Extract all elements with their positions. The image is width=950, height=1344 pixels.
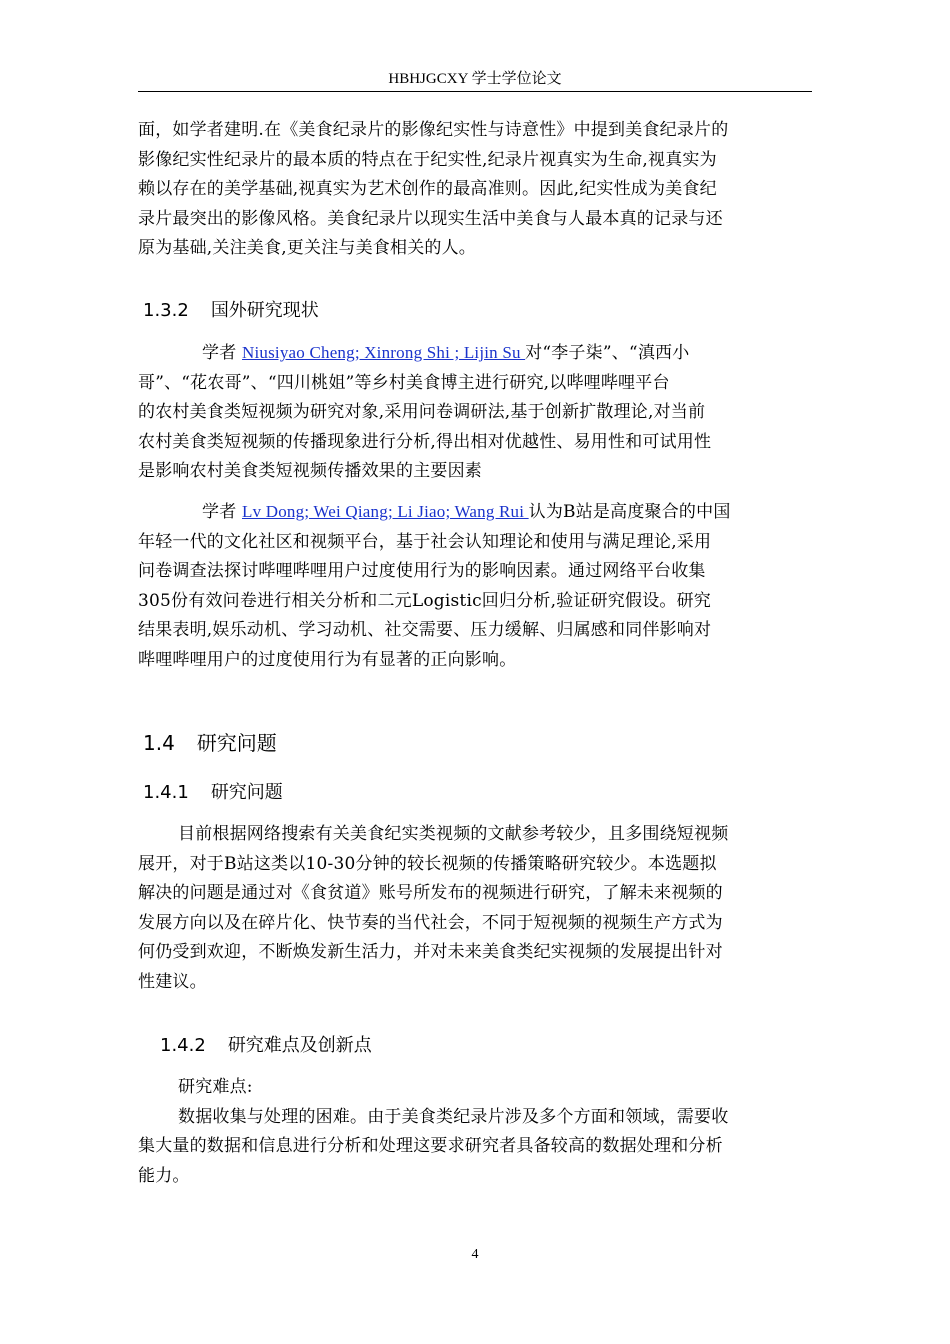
text-line: 解决的问题是通过对《食贫道》账号所发布的视频进行研究，了解未来视频的 xyxy=(138,883,723,903)
section-heading-1-3-2 xyxy=(143,299,319,323)
paragraph-foreign-research-1 xyxy=(138,338,812,487)
text-line: 能力。 xyxy=(138,1165,190,1186)
text-line: 影像纪实性纪录片的最本质的特点在于纪实性,纪录片视真实为生命,视真实为 xyxy=(138,149,717,170)
section-heading-1-4-2 xyxy=(160,1034,372,1058)
paragraph-difficulties xyxy=(138,1073,812,1191)
section-title: 研究问题 xyxy=(196,731,277,755)
text-line xyxy=(138,497,812,528)
text-line: 的农村美食类短视频为研究对象,采用问卷调研法,基于创新扩散理论,对当前 xyxy=(138,402,706,422)
text-rest: 认为B站是高度聚合的中国 xyxy=(528,502,731,522)
section-title: 研究问题 xyxy=(210,782,283,803)
text-line: 问卷调查法探讨哔哩哔哩用户过度使用行为的影响因素。通过网络平台收集 xyxy=(138,561,706,581)
paragraph-research-question xyxy=(138,820,812,997)
text-line: 农村美食类短视频的传播现象进行分析,得出相对优越性、易用性和可试用性 xyxy=(138,431,712,452)
text-line: 面，如学者建明.在《美食纪录片的影像纪实性与诗意性》中提到美食纪录片的 xyxy=(138,120,729,140)
header-rule xyxy=(138,91,812,92)
section-number: 1.4.2 xyxy=(160,1035,206,1056)
author-link[interactable]: Lv Dong; Wei Qiang; Li Jiao; Wang Rui xyxy=(242,502,529,521)
text-line: 年轻一代的文化社区和视频平台，基于社会认知理论和使用与满足理论,采用 xyxy=(138,531,712,552)
running-header: HBHJGCXY 学士学位论文 xyxy=(388,71,562,87)
text-line: 原为基础,关注美食,更关注与美食相关的人。 xyxy=(138,238,477,258)
text-line: 研究难点: xyxy=(178,1077,253,1097)
paragraph-foreign-research-2 xyxy=(138,497,812,675)
text-line: 哔哩哔哩用户的过度使用行为有显著的正向影响。 xyxy=(138,649,517,670)
text-line: 性建议。 xyxy=(138,971,207,992)
author-link[interactable]: Niusiyao Cheng; Xinrong Shi ; Lijin Su xyxy=(242,343,526,362)
text-line: 展开，对于B站这类以10-30分钟的较长视频的传播策略研究较少。本选题拟 xyxy=(138,853,717,874)
text-prefix: 学者 xyxy=(202,343,243,363)
text-line: 结果表明,娱乐动机、学习动机、社交需要、压力缓解、归属感和同伴影响对 xyxy=(138,620,712,640)
section-title: 研究难点及创新点 xyxy=(227,1035,372,1056)
text-line: 赖以存在的美学基础,视真实为艺术创作的最高准则。因此,纪实性成为美食纪 xyxy=(138,179,717,199)
text-line xyxy=(138,338,812,369)
text-line: 哥”、“花农哥”、“四川桃姐”等乡村美食博主进行研究,以哔哩哔哩平台 xyxy=(138,372,670,393)
text-line: 是影响农村美食类短视频传播效果的主要因素 xyxy=(138,461,482,481)
text-line: 何仍受到欢迎，不断焕发新生活力，并对未来美食类纪实视频的发展提出针对 xyxy=(138,942,723,962)
text-rest: 对“李子柒”、“滇西小 xyxy=(525,343,690,363)
section-number: 1.3.2 xyxy=(143,300,189,321)
text-line: 录片最突出的影像风格。美食纪录片以现实生活中美食与人最本真的记录与还 xyxy=(138,208,723,229)
text-line: 集大量的数据和信息进行分析和处理这要求研究者具备较高的数据处理和分析 xyxy=(138,1136,723,1156)
text-prefix: 学者 xyxy=(202,502,243,522)
section-number: 1.4.1 xyxy=(143,782,189,803)
section-title: 国外研究现状 xyxy=(210,300,319,321)
text-line: 305份有效问卷进行相关分析和二元Logistic回归分析,验证研究假设。研究 xyxy=(138,590,712,611)
section-heading-1-4 xyxy=(143,730,277,756)
text-line: 发展方向以及在碎片化、快节奏的当代社会，不同于短视频的视频生产方式为 xyxy=(138,912,723,933)
text-line: 目前根据网络搜索有关美食纪实类视频的文献参考较少，且多围绕短视频 xyxy=(178,824,729,844)
text-line: 数据收集与处理的困难。由于美食类纪录片涉及多个方面和领域，需要收 xyxy=(178,1106,729,1127)
page-number: 4 xyxy=(471,1247,479,1262)
section-number: 1.4 xyxy=(143,731,175,755)
paragraph-intro xyxy=(138,116,812,264)
section-heading-1-4-1 xyxy=(143,781,283,805)
